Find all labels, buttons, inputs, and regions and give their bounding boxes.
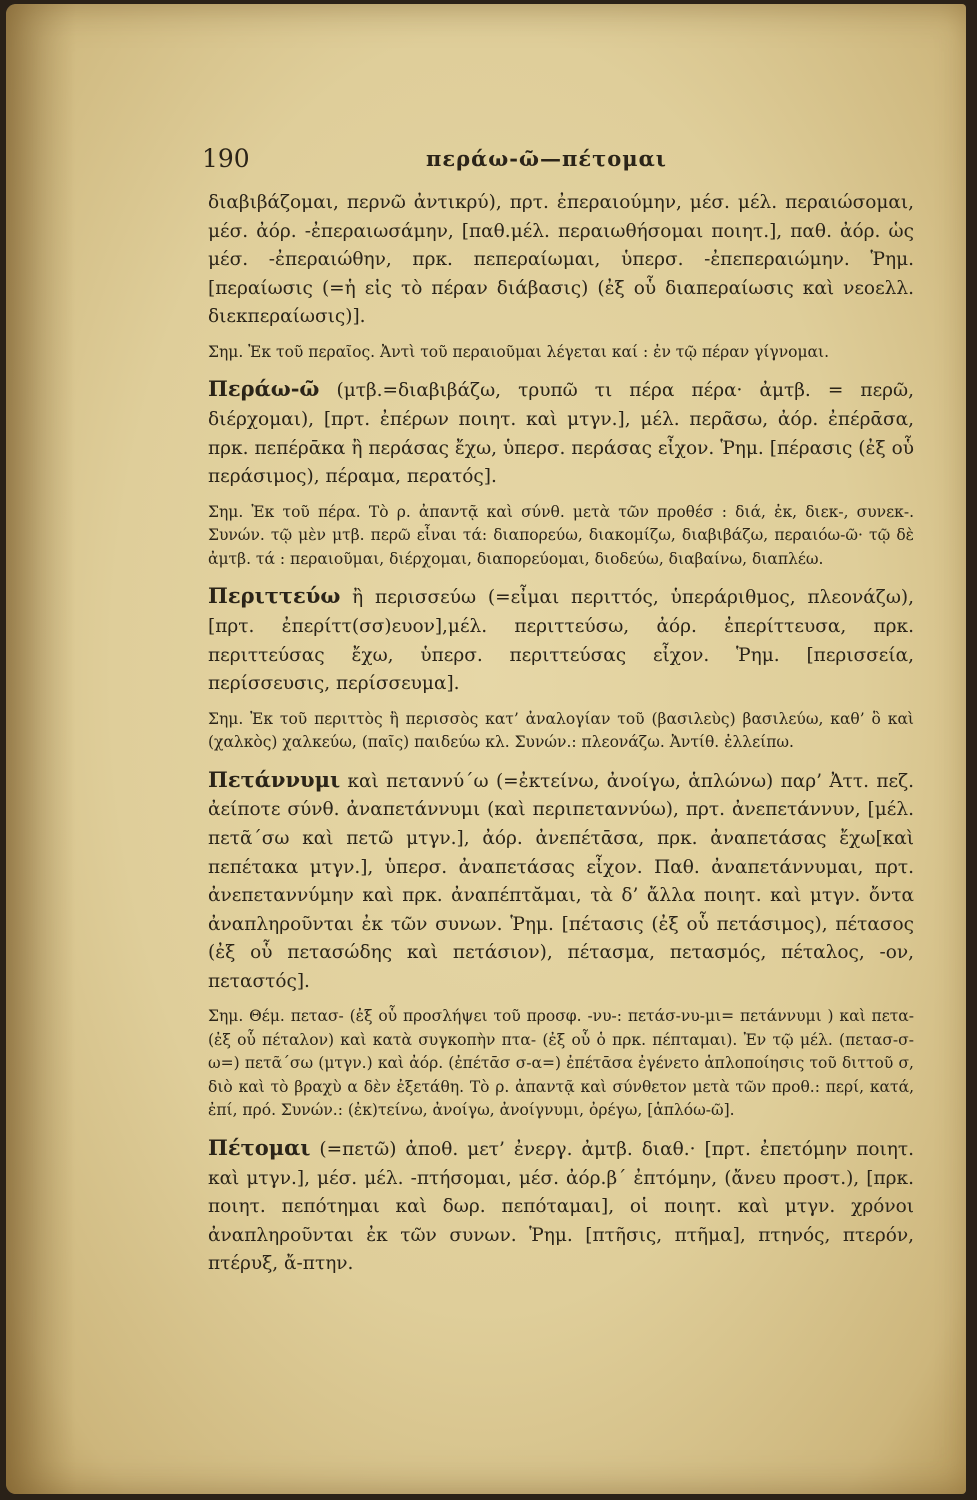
entry-text: καὶ πεταννύ´ω (=ἐκτείνω, ἀνοίγω, ἁπλώνω) παρ’ Ἀττ. πεζ. ἀείποτε σύνθ. ἀναπετάννυμι (καὶ περιπεταννύω), πρτ. ἀνεπετάννυν, [μέλ. πετᾶ´σω καὶ πετῶ μτγν.], ἀόρ. ἀνεπέτᾱσα, πρκ. ἀναπετάσας ἔχω[καὶ πεπέτακα μτγν.], ὑπερσ. ἀναπετάσας εἶχον. Παθ. ἀναπετάννυμαι, πρτ. ἀνεπεταννύμην καὶ πρκ. ἀναπέπτᾰμαι, τὰ δ’ ἄλλα ποιητ. καὶ μτγν. ὄντα ἀναπληροῦνται ἐκ τῶν συνων. Ῥημ. [πέτασις (ἐξ οὗ πετάσιμος), πέτασος (ἐξ οὗ πετασώδης καὶ πετάσιον), πέτασμα, πετασμός, πέταλος, -ον, πεταστός]. (208, 770, 914, 992)
note-paragraph (208, 341, 914, 365)
entry-peraw (208, 375, 914, 491)
note-text: Σημ. Ἐκ τοῦ περιττὸς ἢ περισσὸς κατ’ ἀναλογίαν τοῦ (βασιλεὺς) βασιλεύω, καθ’ ὃ καὶ (χαλκὸς) χαλκεύω, (παῖς) παιδεύω κλ. Συνών.: πλεονάζω. Ἀντίθ. ἐλλείπω. (208, 709, 914, 752)
entry-petomai (208, 1134, 914, 1279)
note-paragraph (208, 1005, 914, 1123)
note-text: Σημ. Ἐκ τοῦ περαῖος. Ἀντὶ τοῦ περαιοῦμαι λέγεται καί : ἐν τῷ πέραν γίγνομαι. (208, 342, 829, 361)
entry-headword: Περάω-ῶ (208, 376, 320, 402)
page-number: 190 (202, 144, 250, 173)
note-text: Σημ. Ἐκ τοῦ πέρα. Τὸ ρ. ἀπαντᾷ καὶ σύνθ. μετὰ τῶν προθέσ : διά, ἐκ, διεκ-, συνεκ-. Συνών. τῷ μὲν μτβ. περῶ εἶναι τά: διαπορεύω, διακομίζω, διαβιβάζω, περαιόω-ῶ· τῷ δὲ ἀμτβ. τά : περαιοῦμαι, διέρχομαι, διαπορεύομαι, διοδεύω, διαβαίνω, διαπλέω. (208, 502, 914, 568)
entry-headword: Πέτομαι (208, 1134, 311, 1160)
entry-headword: Περιττεύω (208, 583, 341, 609)
page-header (6, 144, 966, 184)
book-page (6, 4, 966, 1494)
entry-text: (μτβ.=διαβιβάζω, τρυπῶ τι πέρα πέρα· ἀμτβ. = περῶ, διέρχομαι), [πρτ. ἐπέρων ποιητ. καὶ μτγν.], μέλ. περᾶσω, ἀόρ. ἐπέρᾱσα, πρκ. πεπέρᾱκα ἢ περάσας ἔχω, ὑπερσ. περάσας εἶχον. Ῥημ. [πέρασις (ἐξ οὗ περάσιμος), πέραμα, περατός]. (208, 380, 914, 488)
entry-text: ἢ περισσεύω (=εἶμαι περιττός, ὑπεράριθμος, πλεονάζω), [πρτ. ἐπερίττ(σσ)ευον],μέλ. περιττεύσω, ἀόρ. ἐπερίττευσα, πρκ. περιττεύσας ἔχω, ὑπερσ. περιττεύσας εἶχον. Ῥημ. [περισσεία, περίσσευσις, περίσσευμα]. (208, 587, 914, 695)
page-edge-stain (6, 4, 76, 1494)
entry-headword: Πετάννυμι (208, 766, 341, 792)
note-paragraph (208, 708, 914, 755)
running-title: περάω-ῶ—πέτομαι (426, 146, 667, 171)
note-text: Σημ. Θέμ. πετασ- (ἐξ οὗ προσλήψει τοῦ προσφ. -νυ-: πετάσ-νυ-μι= πετάννυμι ) καὶ πετα- (ἐξ οὗ πέταλον) καὶ κατὰ συγκοπὴν πτα- (ἐξ οὗ ὁ πρκ. πέπταμαι). Ἐν τῷ μέλ. (πετασ-σ-ω=) πετᾶ´σω (μτγν.) καὶ ἀόρ. (ἐπέτᾱσ σ-α=) ἐπέτᾱσα ἐγένετο ἁπλοποίησις τοῦ διττοῦ σ, διὸ καὶ τὸ βραχὺ α δὲν ἐξετάθη. Τὸ ρ. ἀπαντᾷ καὶ σύνθετον μετὰ τῶν προθ.: περί, κατά, ἐπί, πρό. Συνών.: (ἐκ)τείνω, ἀνοίγω, ἀνοίγνυμι, ὀρέγω, [ἁπλόω-ῶ]. (208, 1007, 914, 1120)
entry-perittevo (208, 582, 914, 698)
entry-text: (=πετῶ) ἀποθ. μετ’ ἐνεργ. ἀμτβ. διαθ.· [πρτ. ἐπετόμην ποιητ. καὶ μτγν.], μέσ. μέλ. -πτήσομαι, μέσ. ἀόρ.β´ ἐπτόμην, (ἄνευ προστ.), [πρκ. ποιητ. πεπότημαι καὶ δωρ. πεπόταμαι], οἱ ποιητ. καὶ μτγν. χρόνοι ἀναπληροῦνται ἐκ τῶν συνων. Ῥημ. [πτῆσις, πτῆμα], πτηνός, πτερόν, πτέρυξ, ἄ-πτην. (208, 1138, 914, 1275)
entry-text: διαβιβάζομαι, περνῶ ἀντικρύ), πρτ. ἐπεραιούμην, μέσ. μέλ. περαιώσομαι, μέσ. ἀόρ. -ἐπεραιωσάμην, [παθ.μέλ. περαιωθήσομαι ποιητ.], παθ. ἀόρ. ὡς μέσ. -ἐπεραιώθην, πρκ. πεπεραίωμαι, ὑπερσ. -ἐπεπεραιώμην. Ῥημ. [περαίωσις (=ἡ εἰς τὸ πέραν διάβασις) (ἐξ οὗ διαπεραίωσις καὶ νεοελλ. διεκπεραίωσις)]. (208, 192, 914, 328)
note-paragraph (208, 501, 914, 572)
entry-petannymi (208, 766, 914, 997)
entry-continuation (208, 189, 914, 332)
dictionary-body (208, 189, 914, 1288)
